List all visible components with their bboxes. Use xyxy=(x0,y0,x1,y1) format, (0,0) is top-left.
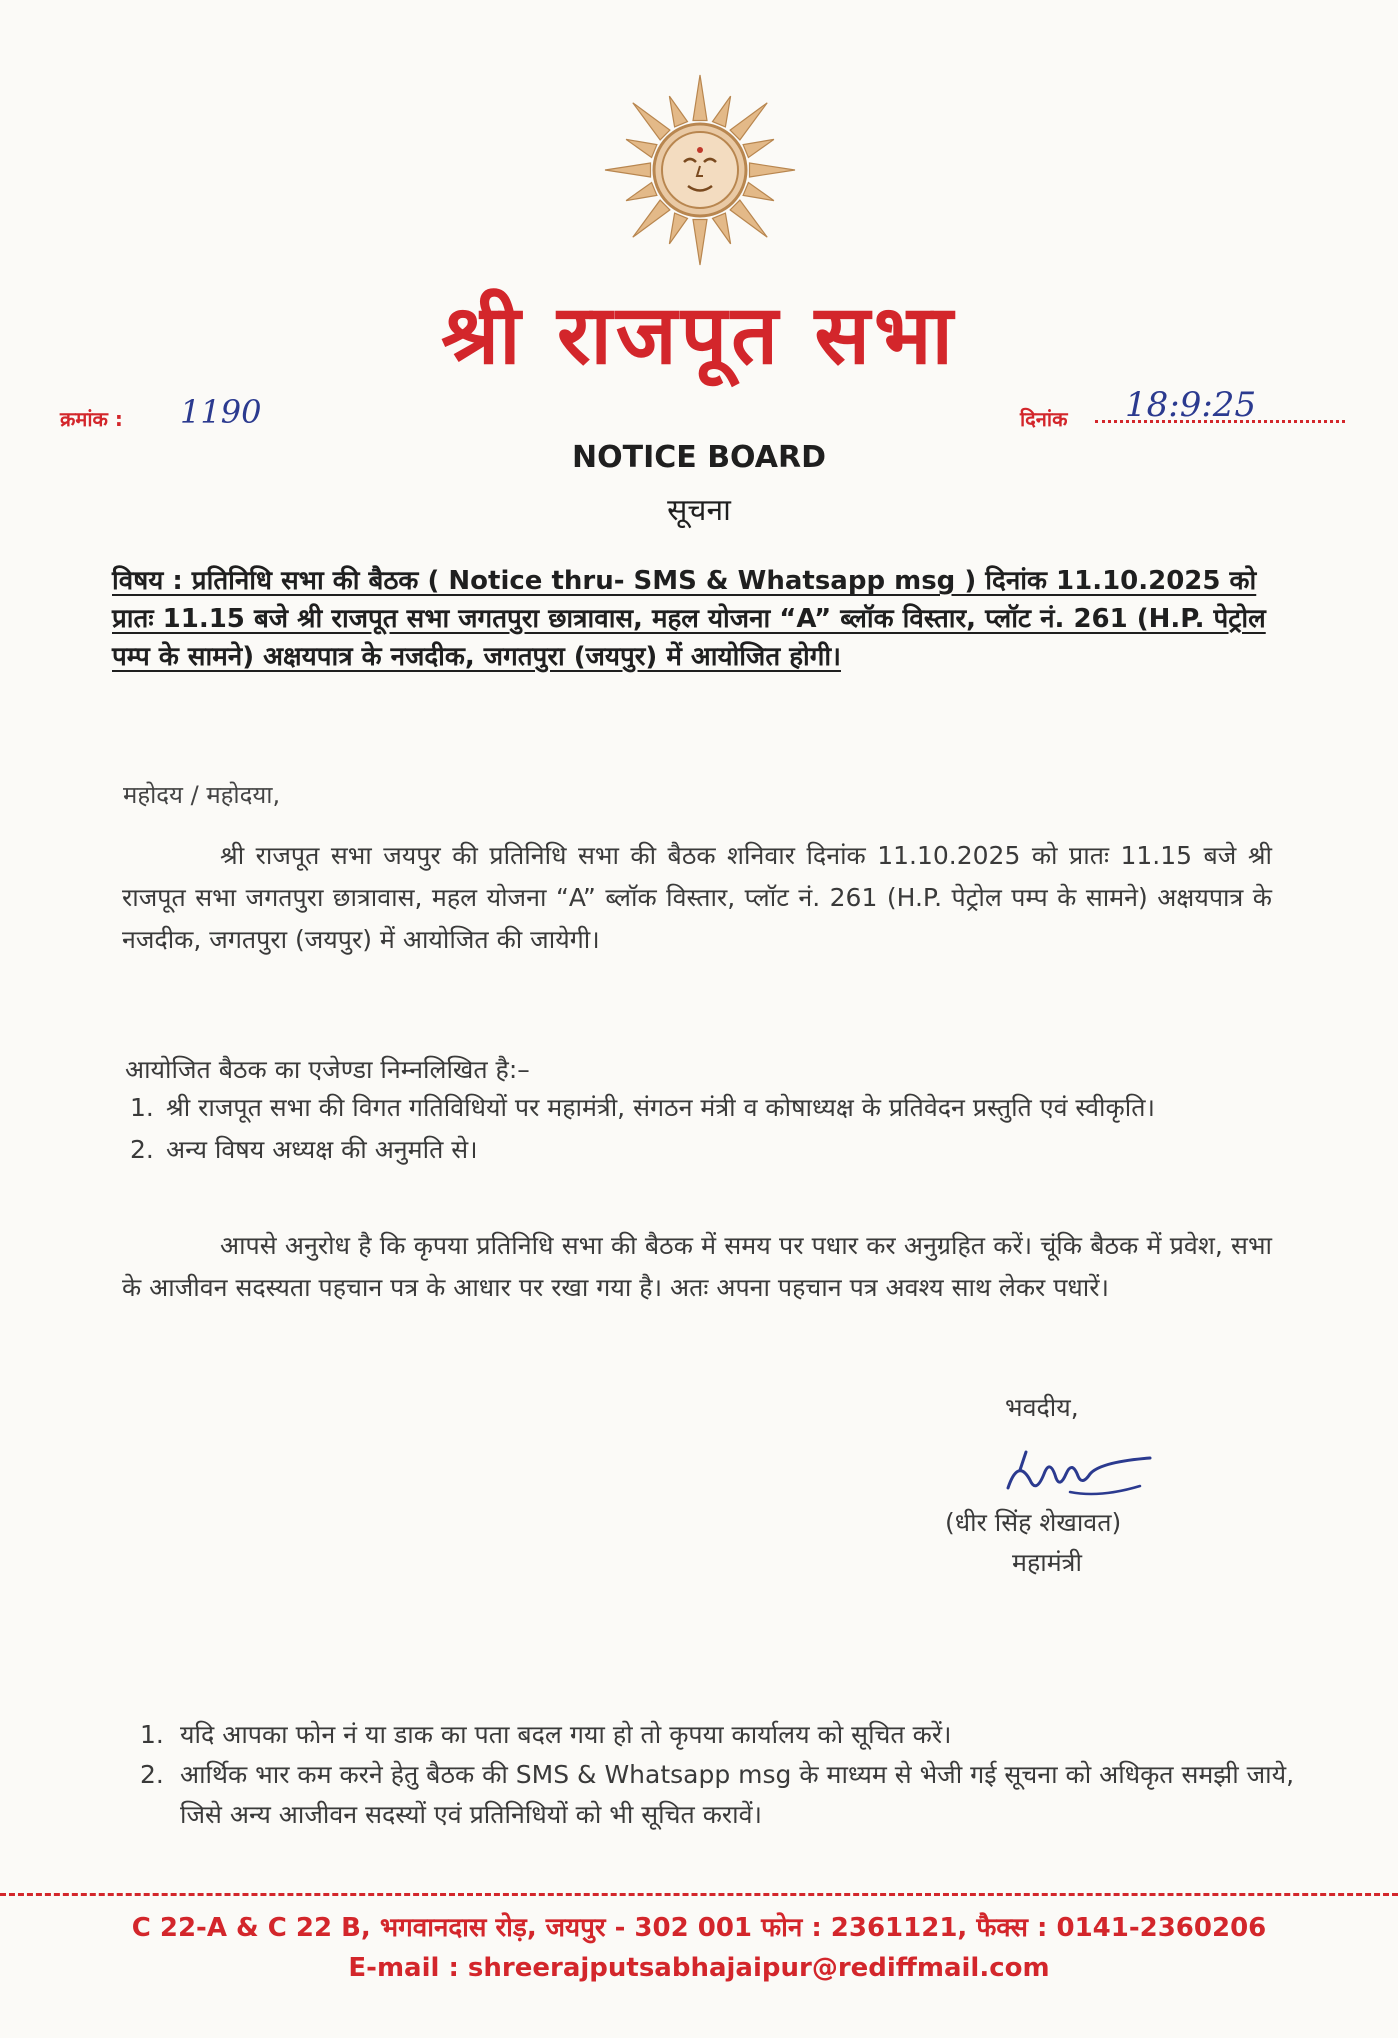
sun-ray xyxy=(750,163,796,177)
notice-board-title: NOTICE BOARD xyxy=(572,440,826,475)
footer-note xyxy=(140,1715,1300,1755)
sun-ray xyxy=(713,213,731,244)
agenda-item xyxy=(130,1088,1275,1128)
date-label: दिनांक xyxy=(1020,407,1068,431)
footer-divider xyxy=(0,1893,1398,1896)
reference-number-value: 1190 xyxy=(180,393,262,431)
sun-ray xyxy=(693,220,707,266)
sun-ray xyxy=(730,200,767,237)
sun-ray xyxy=(626,183,657,201)
request-paragraph: आपसे अनुरोध है कि कृपया प्रतिनिधि सभा की बैठक में समय पर पधार कर अनुग्रहित करें। चूंकि बैठक में प्रवेश, सभा के आजीवन सदस्यता पहचान पत्र के आधार पर रखा गया है। अतः अपना पहचान पत्र अवश्य साथ लेकर पधारें। xyxy=(122,1231,1272,1302)
sun-emblem-icon xyxy=(600,70,800,270)
footer-note xyxy=(140,1755,1300,1835)
date-value: 18:9:25 xyxy=(1125,385,1257,425)
agenda-item-number: 1. xyxy=(130,1093,154,1122)
agenda-item-text: श्री राजपूत सभा की विगत गतिविधियों पर महामंत्री, संगठन मंत्री व कोषाध्यक्ष के प्रतिवेदन प्रस्तुति एवं स्वीकृति। xyxy=(166,1093,1155,1122)
agenda-intro: आयोजित बैठक का एजेण्डा निम्नलिखित है:– xyxy=(125,1055,530,1084)
agenda-item-number: 2. xyxy=(130,1135,154,1164)
sun-ray xyxy=(743,183,774,201)
closing-text: भवदीय, xyxy=(1005,1393,1079,1422)
sun-ray xyxy=(633,200,670,237)
sun-ray xyxy=(626,139,657,157)
signer-title: महामंत्री xyxy=(1012,1548,1082,1577)
sun-ray xyxy=(605,163,651,177)
footer-address: C 22-A & C 22 B, भगवानदास रोड़, जयपुर - 302 001 फोन : 2361121, फैक्स : 0141-2360206 xyxy=(131,1913,1267,1943)
org-name-heading: श्री राजपूत सभा xyxy=(441,287,957,383)
footer-notes xyxy=(140,1715,1300,1835)
notice-subject: विषय : प्रतिनिधि सभा की बैठक ( Notice thru- SMS & Whatsapp msg ) दिनांक 11.10.2025 को प्रातः 11.15 बजे श्री राजपूत सभा जगतपुरा छात्रावास, महल योजना “A” ब्लॉक विस्तार, प्लॉट नं. 261 (H.P. पेट्रोल पम्प के सामने) अक्षयपात्र के नजदीक, जगतपुरा (जयपुर) में आयोजित होगी। xyxy=(112,566,1266,672)
agenda-item-text: अन्य विषय अध्यक्ष की अनुमति से। xyxy=(166,1135,478,1164)
footer-note-text: आर्थिक भार कम करने हेतु बैठक की SMS & Whatsapp msg के माध्यम से भेजी गई सूचना को अधिकृत समझी जाये, जिसे अन्य आजीवन सदस्यों एवं प्रतिनिधियों को भी सूचित करावें। xyxy=(180,1760,1295,1829)
agenda-list xyxy=(130,1088,1275,1172)
sun-ray xyxy=(730,103,767,140)
handwritten-signature xyxy=(1000,1440,1165,1510)
reference-number-label: क्रमांक : xyxy=(60,407,123,431)
sun-ray xyxy=(669,96,687,127)
notice-subtitle: सूचना xyxy=(667,493,731,528)
footer-note-number: 1. xyxy=(140,1720,164,1749)
sun-ray xyxy=(633,103,670,140)
meeting-paragraph: श्री राजपूत सभा जयपुर की प्रतिनिधि सभा की बैठक शनिवार दिनांक 11.10.2025 को प्रातः 11.15 बजे श्री राजपूत सभा जगतपुरा छात्रावास, महल योजना “A” ब्लॉक विस्तार, प्लॉट नं. 261 (H.P. पेट्रोल पम्प के सामने) अक्षयपात्र के नजदीक, जगतपुरा (जयपुर) में आयोजित की जायेगी। xyxy=(122,841,1272,954)
sun-ray xyxy=(743,139,774,157)
footer-note-text: यदि आपका फोन नं या डाक का पता बदल गया हो तो कृपया कार्यालय को सूचित करें। xyxy=(180,1720,952,1749)
signer-name: (धीर सिंह शेखावत) xyxy=(945,1508,1122,1537)
agenda-item xyxy=(130,1130,1275,1170)
sun-ray xyxy=(713,96,731,127)
footer-note-number: 2. xyxy=(140,1760,164,1789)
sun-ray xyxy=(669,213,687,244)
footer-email: E-mail : shreerajputsabhajaipur@rediffmail.com xyxy=(348,1953,1050,1983)
sun-ray xyxy=(693,75,707,121)
salutation: महोदय / महोदया, xyxy=(123,781,281,809)
